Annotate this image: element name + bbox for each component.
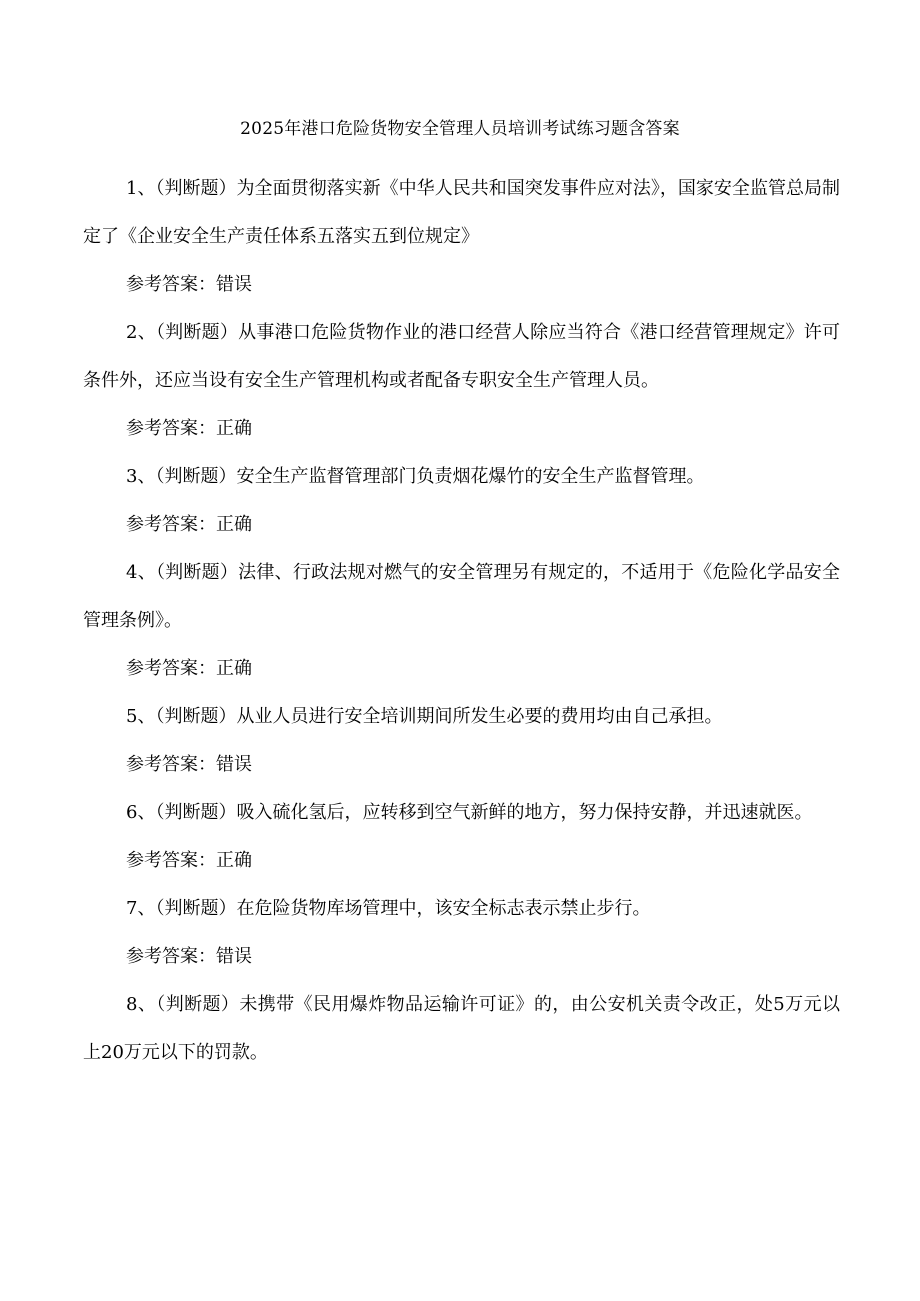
question-3-text: 3、（判断题）安全生产监督管理部门负责烟花爆竹的安全生产监督管理。 bbox=[126, 466, 705, 487]
question-6-answer: 参考答案：正确 bbox=[126, 850, 252, 871]
question-8-text: 8、（判断题）未携带《民用爆炸物品运输许可证》的，由公安机关责令改正，处5万元以上20万元以下的罚款。 bbox=[83, 994, 840, 1063]
question-5-answer: 参考答案：错误 bbox=[126, 754, 252, 775]
question-6-text: 6、（判断题）吸入硫化氢后，应转移到空气新鲜的地方，努力保持安静，并迅速就医。 bbox=[126, 802, 813, 823]
question-1-answer: 参考答案：错误 bbox=[126, 274, 252, 295]
question-7-answer: 参考答案：错误 bbox=[126, 946, 252, 967]
question-7-text: 7、（判断题）在危险货物库场管理中，该安全标志表示禁止步行。 bbox=[126, 898, 651, 919]
question-list bbox=[83, 165, 840, 1077]
question-4-text: 4、（判断题）法律、行政法规对燃气的安全管理另有规定的，不适用于《危险化学品安全管理条例》。 bbox=[83, 562, 840, 631]
document-title: 2025年港口危险货物安全管理人员培训考试练习题含答案 bbox=[240, 119, 680, 139]
question-2-text: 2、（判断题）从事港口危险货物作业的港口经营人除应当符合《港口经营管理规定》许可条件外，还应当设有安全生产管理机构或者配备专职安全生产管理人员。 bbox=[83, 322, 840, 391]
question-3-answer: 参考答案：正确 bbox=[126, 514, 252, 535]
question-4-answer: 参考答案：正确 bbox=[126, 658, 252, 679]
question-1-text: 1、（判断题）为全面贯彻落实新《中华人民共和国突发事件应对法》，国家安全监管总局制定了《企业安全生产责任体系五落实五到位规定》 bbox=[83, 178, 840, 247]
question-5-text: 5、（判断题）从业人员进行安全培训期间所发生必要的费用均由自己承担。 bbox=[126, 706, 723, 727]
question-2-answer: 参考答案：正确 bbox=[126, 418, 252, 439]
